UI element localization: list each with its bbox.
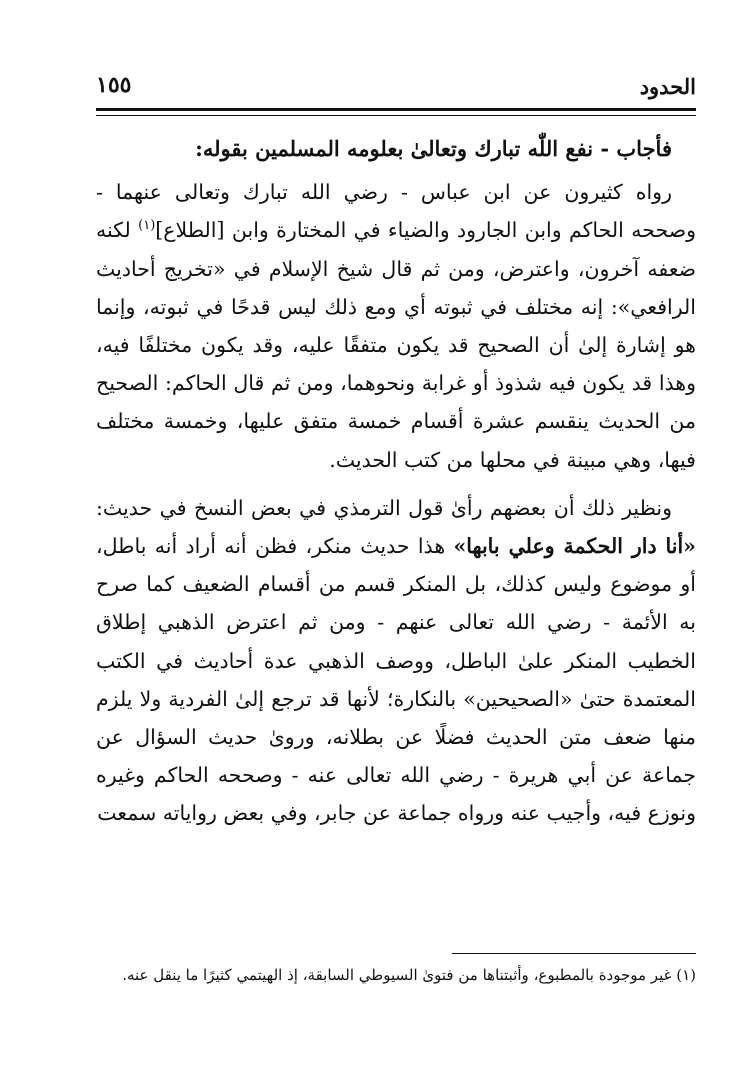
paragraph-1 <box>96 173 696 479</box>
page-header <box>96 70 696 104</box>
hadith-quote: «أنا دار الحكمة وعلي بابها» <box>453 534 696 559</box>
header-rule-thick <box>96 108 696 111</box>
paragraph-1-text-b: لكنه ضعفه آخرون، واعترض، ومن ثم قال شيخ الإسلام في «تخريج أحاديث الرافعي»: إنه مختلف في ثبوته أي ومع ذلك ليس قدحًا في ثبوته، وإنما هو إشارة إلىٰ أن الصحيح قد يكون متفقًا عليه، وقد يكون مختلفًا فيه، وهذا قد يكون فيه شذوذ أو غرابة ونحوهما، ومن ثم قال الحاكم: الصحيح من الحديث ينقسم عشرة أقسام خمسة متفق عليها، وخمسة مختلف فيها، وهي مبينة في محلها من كتب الحديث. <box>96 218 696 472</box>
main-text <box>96 130 696 833</box>
footnote-separator <box>452 953 696 954</box>
page-number: ١٥٥ <box>96 72 132 98</box>
paragraph-2 <box>96 489 696 833</box>
paragraph-1-text-a: رواه كثيرون عن ابن عباس - رضي الله تبارك وتعالى عنهما - وصححه الحاكم وابن الجارود والضياء في المختارة وابن [الطلاع] <box>96 180 696 243</box>
footnote-marker: (١) <box>138 218 156 234</box>
paragraph-2-text-b: هذا حديث منكر، فظن أنه أراد أنه باطل، أو موضوع وليس كذلك، بل المنكر قسم من أقسام الضعيف كما صرح به الأئمة - رضي الله تعالى عنهم - ومن ثم اعترض الذهبي إطلاق الخطيب المنكر علىٰ الباطل، ووصف الذهبي عدة أحاديث في الكتب المعتمدة حتىٰ «الصحيحين» بالنكارة؛ لأنها قد ترجع إلىٰ الفردية ولا يلزم منها ضعف متن الحديث فضلًا عن بطلانه، ورویٰ حديث السؤال عن جماعة عن أبي هريرة - رضي الله تعالى عنه - وصححه الحاكم وغيره ونوزع فيه، وأجيب عنه ورواه جماعة عن جابر، وفي بعض رواياته سمعت <box>96 534 696 826</box>
running-title: الحدود <box>639 74 696 99</box>
footnote: (١) غير موجودة بالمطبوع، وأثبتناها من فتوىٰ السيوطي السابقة، إذ الهيتمي كثيرًا ما ينقل عنه. <box>122 966 696 984</box>
paragraph-2-text-a: ونظير ذلك أن بعضهم رأىٰ قول الترمذي في بعض النسخ في حديث: <box>96 495 672 520</box>
answer-heading: فأجاب - نفع اللّٰه تبارك وتعالىٰ بعلومه المسلمين بقوله: <box>195 136 672 161</box>
header-rule-thin <box>96 115 696 116</box>
